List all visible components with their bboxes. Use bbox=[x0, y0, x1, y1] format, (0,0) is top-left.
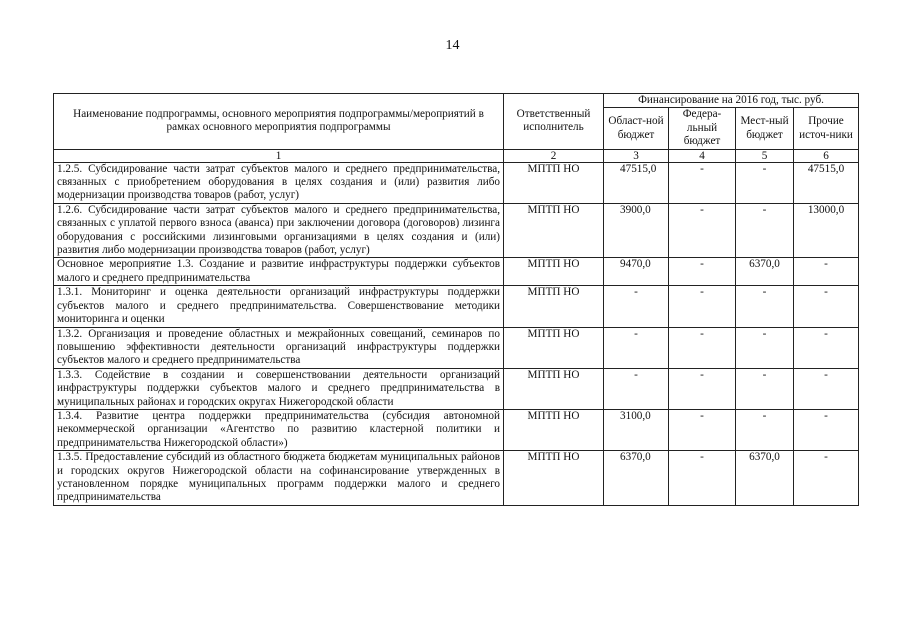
row-local: - bbox=[736, 327, 794, 368]
row-regional: - bbox=[604, 286, 669, 327]
row-federal: - bbox=[669, 286, 736, 327]
row-other: - bbox=[794, 368, 859, 409]
row-name: 1.3.3. Содействие в создании и совершенствовании деятельности организаций инфраструктуры поддержки субъектов малого и среднего предпринимательства в муниципальных районах и городских округах Нижегородской области bbox=[54, 368, 504, 409]
row-other: - bbox=[794, 258, 859, 286]
row-federal: - bbox=[669, 162, 736, 203]
row-regional: 47515,0 bbox=[604, 162, 669, 203]
row-name: 1.3.4. Развитие центра поддержки предпринимательства (субсидия автономной некоммерческой организации «Агентство по развитию кластерной политики и предпринимательства Нижегородской области») bbox=[54, 409, 504, 450]
col-number: 1 bbox=[54, 149, 504, 162]
row-federal: - bbox=[669, 258, 736, 286]
row-local: - bbox=[736, 409, 794, 450]
row-regional: - bbox=[604, 368, 669, 409]
row-responsible: МПТП НО bbox=[504, 327, 604, 368]
row-local: 6370,0 bbox=[736, 258, 794, 286]
table-row bbox=[54, 162, 859, 203]
header-regional: Област-ной бюджет bbox=[604, 108, 669, 149]
row-responsible: МПТП НО bbox=[504, 203, 604, 258]
row-federal: - bbox=[669, 368, 736, 409]
row-name: 1.3.5. Предоставление субсидий из областного бюджета бюджетам муниципальных районов и городских округов Нижегородской области на софинансирование утвержденных в установленном порядке муниципальных программ поддержки малого и среднего предпринимательства bbox=[54, 451, 504, 506]
row-name: 1.2.6. Субсидирование части затрат субъектов малого и среднего предпринимательства, связанных с уплатой первого взноса (аванса) при заключении договора (договоров) лизинга оборудования с российскими лизинговыми организациями в целях создания и (или) развития либо модернизации производства товаров (работ, услуг) bbox=[54, 203, 504, 258]
row-other: - bbox=[794, 409, 859, 450]
row-federal: - bbox=[669, 451, 736, 506]
row-local: - bbox=[736, 286, 794, 327]
row-federal: - bbox=[669, 327, 736, 368]
row-responsible: МПТП НО bbox=[504, 451, 604, 506]
header-local: Мест-ный бюджет bbox=[736, 108, 794, 149]
row-name: Основное мероприятие 1.3. Создание и развитие инфраструктуры поддержки субъектов малого и среднего предпринимательства bbox=[54, 258, 504, 286]
table-row bbox=[54, 286, 859, 327]
row-regional: 9470,0 bbox=[604, 258, 669, 286]
row-local: - bbox=[736, 162, 794, 203]
row-regional: 3900,0 bbox=[604, 203, 669, 258]
row-federal: - bbox=[669, 203, 736, 258]
row-responsible: МПТП НО bbox=[504, 409, 604, 450]
row-responsible: МПТП НО bbox=[504, 258, 604, 286]
col-number: 5 bbox=[736, 149, 794, 162]
row-name: 1.3.2. Организация и проведение областных и межрайонных совещаний, семинаров по повышению эффективности деятельности организаций инфраструктуры поддержки субъектов малого и среднего предпринимательства bbox=[54, 327, 504, 368]
row-regional: 3100,0 bbox=[604, 409, 669, 450]
row-name: 1.3.1. Мониторинг и оценка деятельности организаций инфраструктуры поддержки субъектов малого и среднего предпринимательства. Совершенствование методики мониторинга и оценки bbox=[54, 286, 504, 327]
col-number: 6 bbox=[794, 149, 859, 162]
page-number: 14 bbox=[445, 38, 460, 53]
header-name: Наименование подпрограммы, основного мероприятия подпрограммы/мероприятий в рамках основного мероприятия подпрограммы bbox=[54, 94, 504, 150]
header-federal: Федера-льный бюджет bbox=[669, 108, 736, 149]
row-responsible: МПТП НО bbox=[504, 162, 604, 203]
financing-table bbox=[53, 93, 859, 506]
row-regional: - bbox=[604, 327, 669, 368]
row-regional: 6370,0 bbox=[604, 451, 669, 506]
row-local: 6370,0 bbox=[736, 451, 794, 506]
table-row bbox=[54, 451, 859, 506]
row-local: - bbox=[736, 203, 794, 258]
table-row bbox=[54, 327, 859, 368]
row-name: 1.2.5. Субсидирование части затрат субъектов малого и среднего предпринимательства, связанных с приобретением оборудования в целях создания и (или) развития либо модернизации производства товаров (работ, услуг) bbox=[54, 162, 504, 203]
row-other: - bbox=[794, 286, 859, 327]
table-row bbox=[54, 409, 859, 450]
row-responsible: МПТП НО bbox=[504, 286, 604, 327]
header-other: Прочие источ-ники bbox=[794, 108, 859, 149]
header-responsible: Ответственный исполнитель bbox=[504, 94, 604, 150]
row-other: 47515,0 bbox=[794, 162, 859, 203]
row-other: 13000,0 bbox=[794, 203, 859, 258]
row-local: - bbox=[736, 368, 794, 409]
row-other: - bbox=[794, 451, 859, 506]
table-row bbox=[54, 203, 859, 258]
col-number: 4 bbox=[669, 149, 736, 162]
row-responsible: МПТП НО bbox=[504, 368, 604, 409]
table-row bbox=[54, 258, 859, 286]
table-row bbox=[54, 368, 859, 409]
row-other: - bbox=[794, 327, 859, 368]
col-number: 2 bbox=[504, 149, 604, 162]
row-federal: - bbox=[669, 409, 736, 450]
col-number: 3 bbox=[604, 149, 669, 162]
header-financing: Финансирование на 2016 год, тыс. руб. bbox=[604, 94, 859, 108]
